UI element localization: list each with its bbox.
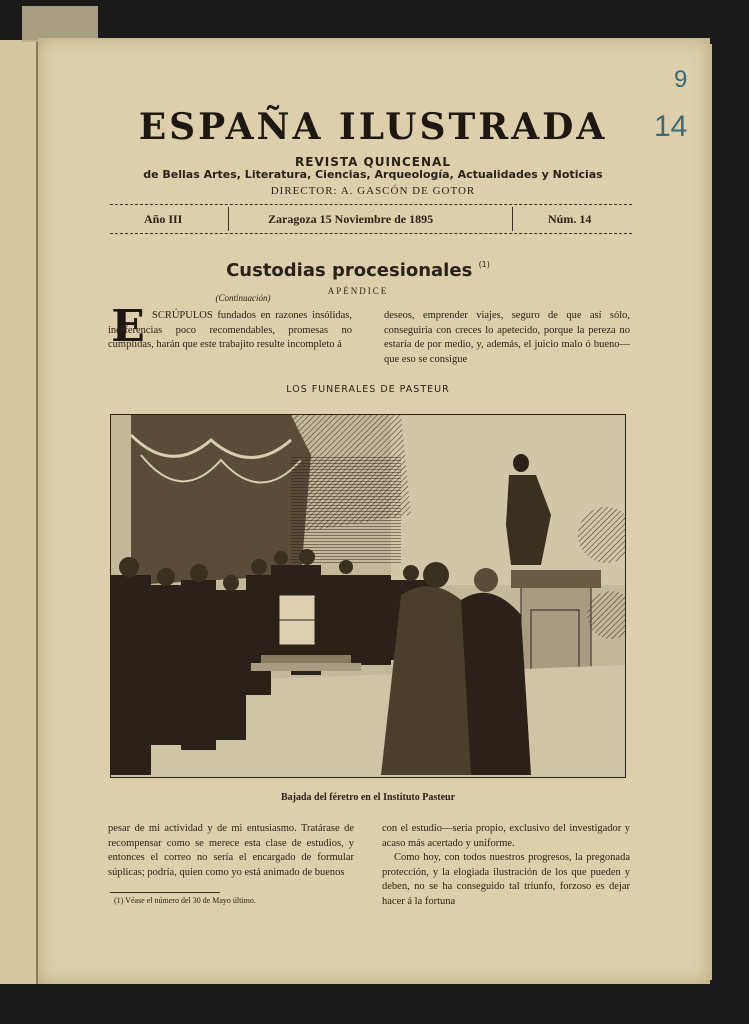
engraving-illustration xyxy=(110,414,626,778)
funeral-engraving-icon xyxy=(111,415,625,777)
info-divider xyxy=(512,207,513,231)
illustration-caption: Bajada del féretro en el Instituto Pasteur xyxy=(280,792,456,803)
column-left-bottom xyxy=(108,822,354,880)
drop-cap: E xyxy=(111,301,145,352)
paragraph: pesar de mi actividad y de mi entusiasmo. Tratárase de recompensar como se merece esta clase de estudios, y entonces el correo no sería el encargado de formular súplicas; podría, quien como yo está animado de buenos xyxy=(108,823,354,878)
masthead-director: DIRECTOR: A. GASCÓN DE GOTOR xyxy=(270,185,476,197)
info-divider xyxy=(228,207,229,231)
previous-page-edge xyxy=(0,40,38,984)
article-title-text: Custodias procesionales xyxy=(226,260,473,281)
column-right-bottom xyxy=(382,822,630,910)
article-appendix-label: APÉNDICE xyxy=(327,286,389,296)
article-title-footnote-ref: (1) xyxy=(478,260,490,269)
footnote: (1) Véase el número del 30 de Mayo último. xyxy=(114,896,256,905)
issue-number: Núm. 14 xyxy=(548,212,592,226)
paragraph: con el estudio—sería propio, exclusivo del investigador y acaso más acertado y uniforme. xyxy=(382,823,630,849)
issue-info-bar xyxy=(110,204,632,234)
article-title xyxy=(158,260,558,281)
article-continuation-label: (Continuación) xyxy=(215,293,271,303)
paragraph: deseos, emprender viajes, seguro de que así sólo, conseguiría con creces lo apetecido, porque la pereza no estaría de por medio, y, además, el juicio malo ó bueno—que eso se consigue xyxy=(384,310,630,365)
section-title: LOS FUNERALES DE PASTEUR xyxy=(286,384,450,395)
binding-tape xyxy=(22,6,98,42)
masthead-title: ESPAÑA ILUSTRADA xyxy=(138,106,608,148)
column-right-top xyxy=(384,309,630,367)
issue-year: Año III xyxy=(144,212,183,226)
masthead-subtitle: REVISTA QUINCENAL xyxy=(295,155,451,169)
column-left-top xyxy=(108,309,352,353)
paragraph: Como hoy, con todos nuestros progresos, la pregonada protección, y la elogiada ilustración de los que pueden y deben, no se ha conseguido tal triunfo, forzoso es dejar hacer á la fortuna xyxy=(382,852,630,907)
magazine-page xyxy=(38,38,710,984)
masthead-description: de Bellas Artes, Literatura, Ciencias, Arqueología, Actualidades y Noticias xyxy=(143,168,603,181)
issue-dateline: Zaragoza 15 Noviembre de 1895 xyxy=(268,212,434,226)
pencil-mark-top: 9 xyxy=(674,66,688,93)
paragraph: SCRÚPULOS fundados en razones insólidas, indiferencias poco recomendables, promesas no cumplidas, harán que este trabajito resulte incompleto á xyxy=(108,310,352,351)
pencil-page-number: 14 xyxy=(654,110,688,143)
footnote-rule xyxy=(110,892,220,893)
